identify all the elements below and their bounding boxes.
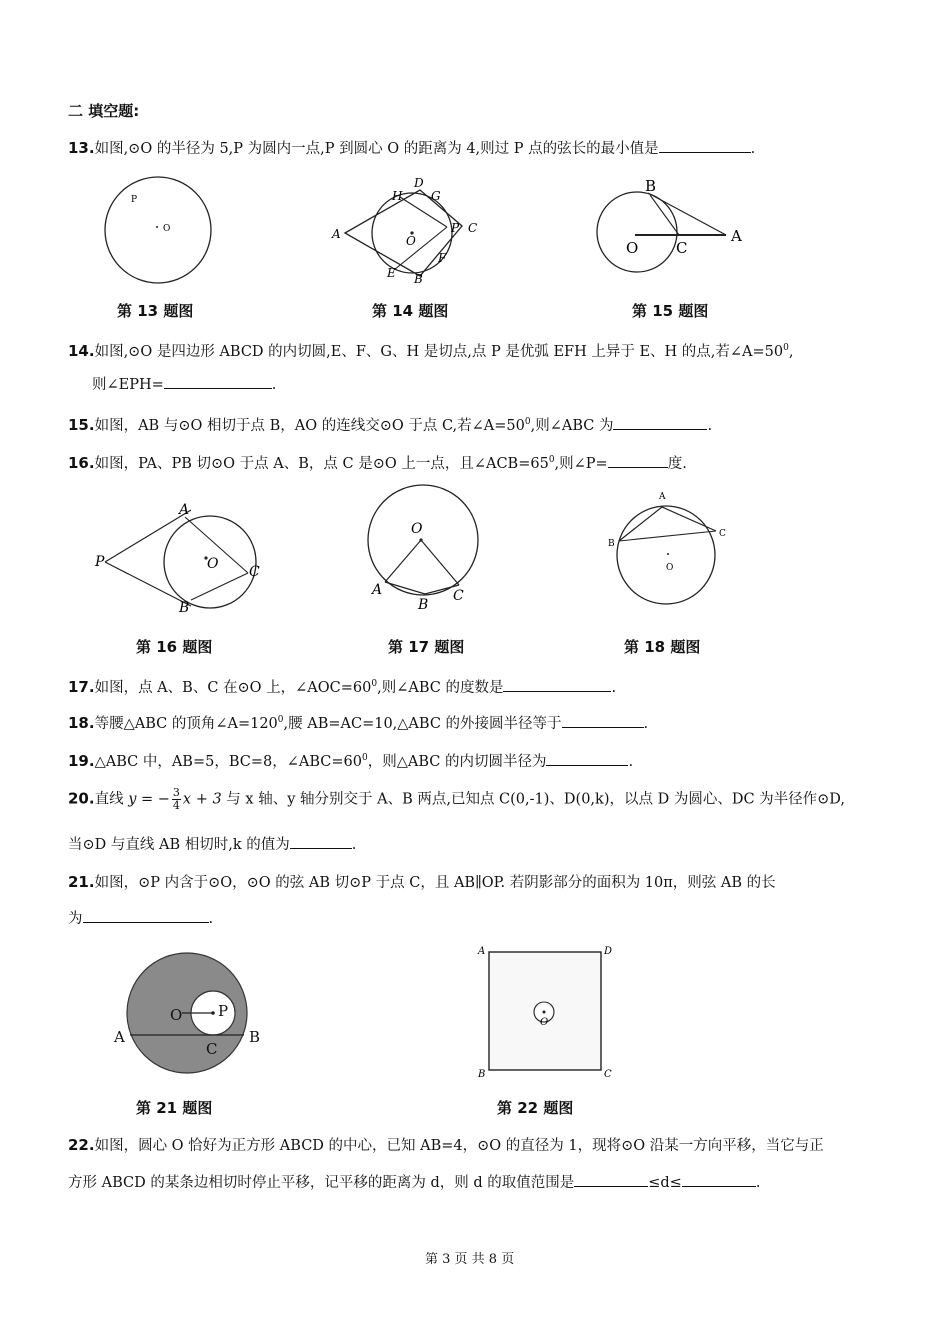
label-o: O (170, 1006, 183, 1024)
question-number: 21. (68, 873, 95, 891)
question-text-end: ,腰 AB=AC=10,△ABC 的外接圆半径等于 (283, 716, 562, 732)
question-end: . (271, 377, 277, 393)
pi-symbol: π (663, 875, 673, 891)
question-number: 16. (68, 454, 95, 472)
label-a: A (659, 492, 666, 502)
inequality-text: ≤d≤ (648, 1175, 682, 1191)
label-a: A (372, 582, 383, 598)
answer-blank[interactable] (503, 677, 611, 692)
label-a: A (179, 502, 190, 518)
label-a: A (731, 227, 742, 245)
caption-14: 第 14 题图 (372, 302, 449, 320)
question-15 (68, 412, 712, 436)
figure-15 (590, 178, 750, 288)
question-end: . (628, 754, 634, 770)
question-text-end: ，则弦 AB 的长 (672, 875, 776, 891)
caption-18: 第 18 题图 (624, 638, 701, 656)
equation-rhs: x + 3 (182, 791, 222, 808)
degree-sup: 0 (277, 715, 284, 725)
question-text: 如图,⊙O 是四边形 ABCD 的内切圆,E、F、G、H 是切点,点 P 是优弧 EFH 上异于 E、H 的点,若∠A=50 (94, 344, 784, 360)
answer-blank[interactable] (164, 374, 272, 389)
question-number: 22. (68, 1136, 95, 1154)
question-end: . (208, 911, 214, 927)
degree-sup: 0 (524, 417, 531, 427)
question-number: 18. (68, 714, 95, 732)
question-21 (68, 872, 776, 893)
label-c: C (676, 239, 688, 257)
question-end: . (643, 716, 649, 732)
degree-sup: 0 (783, 343, 789, 353)
label-b: B (608, 539, 615, 549)
figure-16 (95, 500, 270, 615)
label-p: P (131, 195, 138, 205)
figure-13 (100, 180, 220, 290)
question-19 (68, 748, 633, 772)
question-text-end: ，则△ABC 的内切圆半径为 (367, 754, 547, 770)
label-o: O (411, 521, 423, 537)
label-p: P (451, 221, 460, 235)
question-number: 19. (68, 752, 95, 770)
question-13 (68, 138, 755, 159)
question-text: 当⊙D 与直线 AB 相切时,k 的值为 (68, 837, 290, 853)
question-14-line2 (92, 374, 276, 395)
equation-fraction (172, 787, 181, 812)
fraction-denominator: 4 (172, 799, 180, 812)
question-text: 与 x 轴、y 轴分别交于 A、B 两点,已知点 C(0,-1)、D(0,k)，以点 D 为圆心、DC 为半径作⊙D, (226, 791, 846, 808)
question-text-end: , (788, 344, 794, 360)
label-h: H (392, 189, 403, 203)
question-text: 如图，点 A、B、C 在⊙O 上，∠AOC=60 (94, 680, 372, 696)
label-b: B (645, 177, 657, 195)
label-d: D (604, 946, 613, 957)
question-text-end: ,则∠ABC 的度数是 (377, 680, 504, 696)
label-o: O (540, 1017, 549, 1028)
question-22-line2 (68, 1172, 760, 1193)
question-17 (68, 674, 616, 698)
label-a: A (114, 1028, 125, 1046)
page-footer: 第 3 页 共 8 页 (425, 1252, 515, 1267)
answer-blank[interactable] (613, 415, 707, 430)
degree-sup: 0 (361, 753, 368, 763)
label-b: B (249, 1028, 261, 1046)
section-title: 二 填空题: (68, 102, 140, 120)
question-end: . (351, 837, 357, 853)
question-number: 17. (68, 678, 95, 696)
label-p: P (218, 1002, 229, 1020)
figure-22 (475, 940, 625, 1085)
fraction-numerator: 3 (172, 786, 180, 799)
figure-18 (605, 488, 735, 613)
question-text-end: ,则∠ABC 为 (530, 418, 614, 434)
question-16 (68, 450, 687, 474)
question-end: 度. (667, 456, 687, 472)
question-21-line2 (68, 908, 213, 929)
label-g: G (431, 189, 441, 203)
caption-21: 第 21 题图 (136, 1099, 213, 1117)
question-text: 则∠EPH= (92, 377, 164, 393)
question-number: 20. (68, 789, 95, 808)
label-o: O (406, 234, 416, 248)
label-e: E (387, 266, 396, 280)
label-b: B (418, 597, 429, 613)
caption-13: 第 13 题图 (117, 302, 194, 320)
answer-blank-max[interactable] (682, 1172, 756, 1187)
answer-blank-min[interactable] (574, 1172, 648, 1187)
label-a: A (478, 946, 486, 957)
question-20 (68, 787, 845, 812)
label-f: F (438, 251, 447, 265)
label-o: O (163, 224, 171, 234)
question-end: . (707, 418, 713, 434)
question-22 (68, 1135, 824, 1156)
label-b: B (414, 272, 423, 286)
equation-lhs: y = − (128, 791, 170, 808)
answer-blank[interactable] (562, 713, 644, 728)
question-20-line2 (68, 834, 356, 855)
question-text: 为 (68, 911, 83, 927)
question-text: 如图，圆心 O 恰好为正方形 ABCD 的中心，已知 AB=4，⊙O 的直径为 1，现将⊙O 沿某一方向平移，当它与正 (94, 1138, 824, 1154)
question-text: △ABC 中，AB=5，BC=8，∠ABC=60 (94, 754, 362, 770)
question-end: . (750, 141, 756, 157)
figure-17 (365, 490, 485, 613)
question-14 (68, 338, 793, 362)
label-o: O (207, 556, 219, 572)
label-c: C (453, 588, 464, 604)
label-c: C (249, 564, 260, 580)
label-c: C (604, 1069, 612, 1080)
label-c: C (206, 1040, 218, 1058)
question-number: 15. (68, 416, 95, 434)
question-number: 14. (68, 342, 95, 360)
question-text-end: ,则∠P= (554, 456, 608, 472)
answer-blank[interactable] (83, 908, 209, 923)
question-end: . (755, 1175, 761, 1191)
question-text: 如图，⊙P 内含于⊙O，⊙O 的弦 AB 切⊙P 于点 C，且 AB∥OP. 若阴影部分的面积为 10 (94, 875, 664, 891)
answer-blank[interactable] (659, 138, 751, 153)
figure-21 (112, 950, 272, 1080)
label-o: O (666, 563, 674, 573)
caption-17: 第 17 题图 (388, 638, 465, 656)
label-p: P (95, 554, 105, 570)
label-b: B (478, 1069, 486, 1080)
question-text: 如图,⊙O 的半径为 5,P 为圆内一点,P 到圆心 O 的距离为 4,则过 P 点的弦长的最小值是 (94, 141, 659, 157)
label-a: A (332, 227, 341, 241)
caption-16: 第 16 题图 (136, 638, 213, 656)
label-c: C (719, 529, 726, 539)
answer-blank[interactable] (546, 751, 628, 766)
question-text: 方形 ABCD 的某条边相切时停止平移，记平移的距离为 d，则 d 的取值范围是 (68, 1175, 575, 1191)
answer-blank[interactable] (290, 834, 352, 849)
question-text: 直线 (94, 791, 124, 808)
question-text: 等腰△ABC 的顶角∠A=120 (94, 716, 278, 732)
label-d: D (414, 176, 424, 190)
label-c: C (468, 221, 478, 235)
question-text: 如图，AB 与⊙O 相切于点 B，AO 的连线交⊙O 于点 C,若∠A=50 (94, 418, 525, 434)
question-end: . (611, 680, 617, 696)
caption-15: 第 15 题图 (632, 302, 709, 320)
label-o: O (626, 239, 639, 257)
answer-blank[interactable] (608, 453, 668, 468)
question-text: 如图，PA、PB 切⊙O 于点 A、B，点 C 是⊙O 上一点，且∠ACB=65 (94, 456, 549, 472)
figure-14 (330, 176, 480, 288)
caption-22: 第 22 题图 (497, 1099, 574, 1117)
question-18 (68, 710, 648, 734)
degree-sup: 0 (548, 455, 555, 465)
question-number: 13. (68, 139, 95, 157)
label-b: B (179, 600, 190, 616)
degree-sup: 0 (371, 679, 378, 689)
